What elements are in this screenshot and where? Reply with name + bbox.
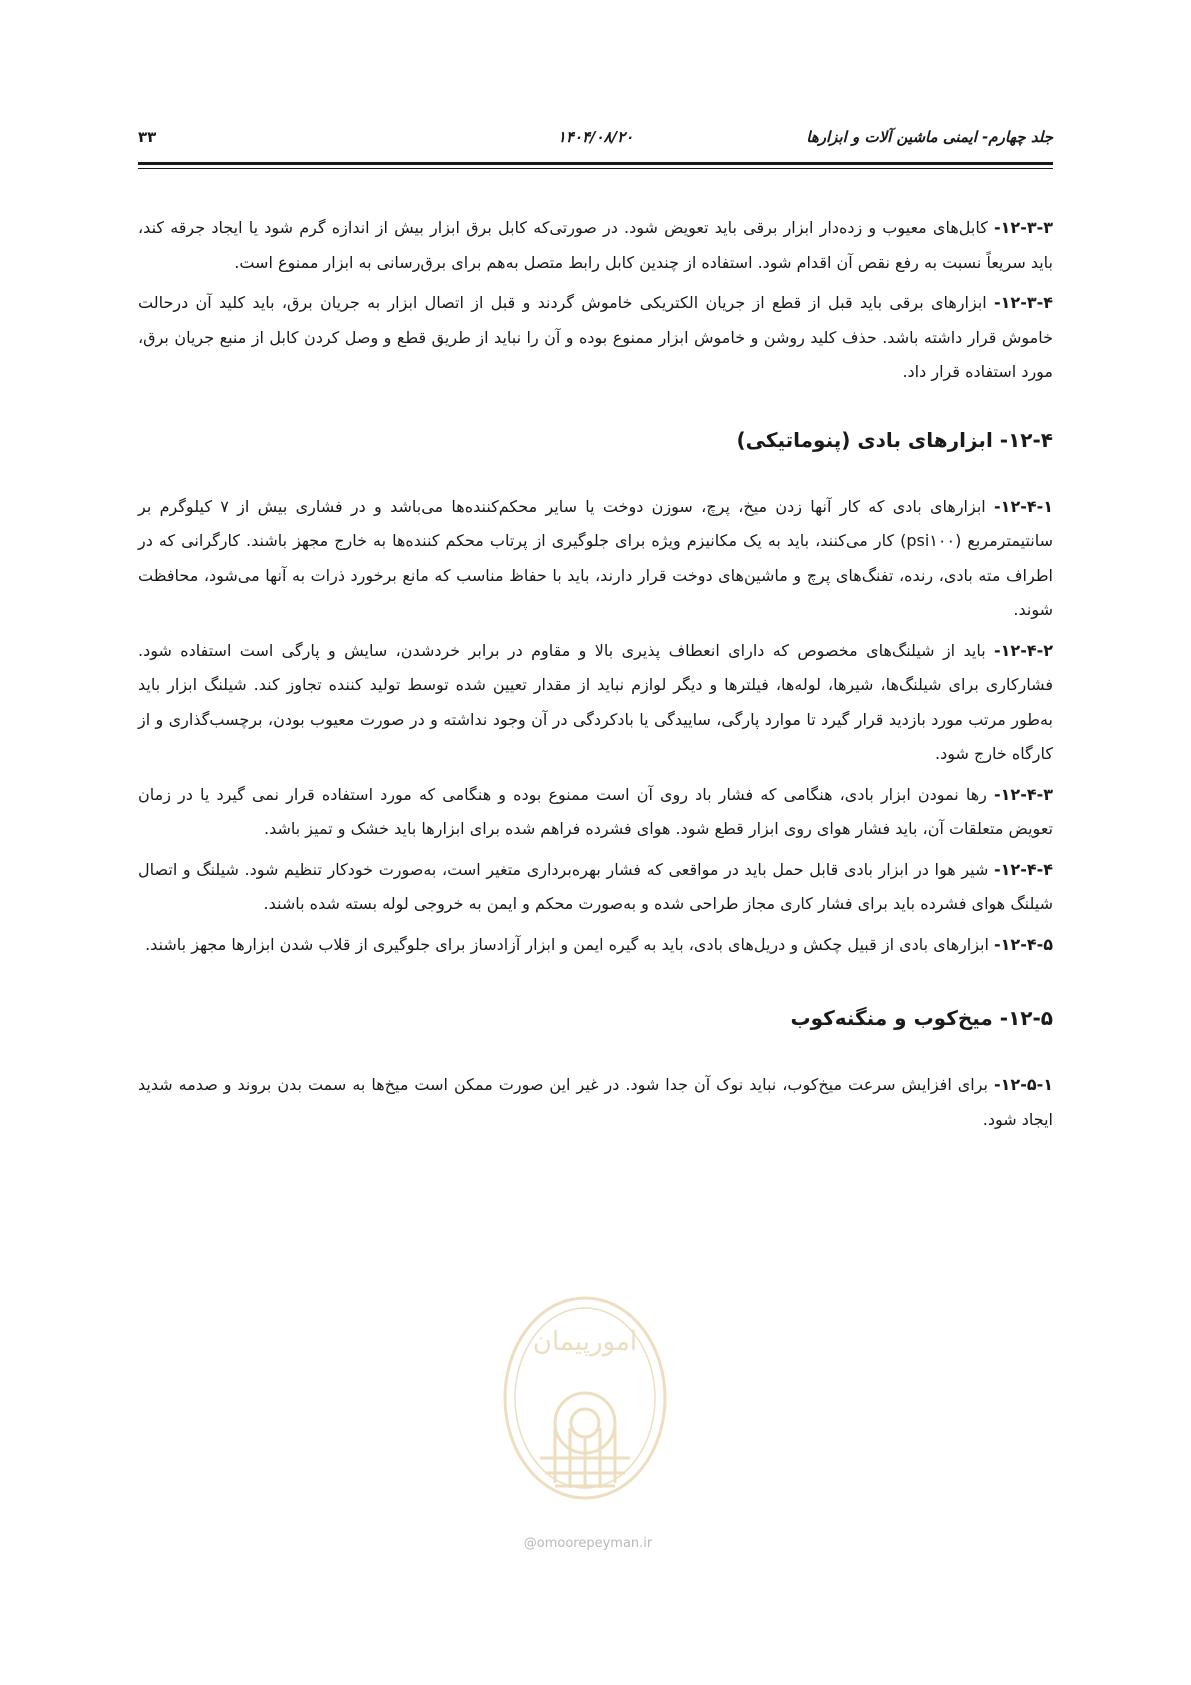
paragraph-12-4-5 [138, 928, 1053, 963]
paragraph-text: شیر هوا در ابزار بادی قابل حمل باید در مواقعی که فشار بهره‌برداری متغیر است، به‌صورت خودکار تنظیم شود. شیلنگ و اتصال شیلنگ هوای فشرده باید برای فشار کاری مجاز طراحی شده و به‌صورت محکم و ایمن به خروجی لوله بسته شده باشند. [138, 859, 1053, 913]
clause-number: ۱۲-۴-۲- [994, 640, 1053, 660]
watermark-url: @omoorepeyman.ir [523, 1536, 653, 1551]
page-body [138, 211, 1053, 1143]
header-rule-thin [138, 168, 1053, 169]
paragraph-12-4-3 [138, 778, 1053, 847]
paragraph-text: برای افزایش سرعت میخ‌کوب، نباید نوک آن جدا شود. در غیر این صورت ممکن است میخ‌ها به سمت بدن بروند و صدمه شدید ایجاد شود. [138, 1075, 1053, 1129]
paragraph-text: رها نمودن ابزار بادی، هنگامی که فشار باد روی آن است ممنوع بوده و هنگامی که مورد استفاده قرار نمی گیرد یا در زمان تعویض متعلقات آن، باید فشار هوای روی ابزار قطع شود. هوای فشرده فراهم شده برای ابزارها باید خشک و تمیز باشد. [138, 784, 1053, 838]
paragraph-12-5-1 [138, 1068, 1053, 1137]
paragraph-12-4-2 [138, 634, 1053, 772]
clause-number: ۱۲-۳-۳- [994, 218, 1053, 237]
watermark-logo [485, 1288, 685, 1528]
section-heading-12-5: ۱۲-۵- میخ‌کوب و منگنه‌کوب [790, 1006, 1053, 1030]
paragraph-12-3-4 [138, 286, 1053, 390]
clause-number: ۱۲-۵-۱- [994, 1075, 1053, 1094]
header-date: ۱۴۰۴/۰۸/۲۰ [557, 128, 634, 146]
paragraph-12-4-1 [138, 490, 1053, 628]
section-heading-12-4: ۱۲-۴- ابزارهای بادی (پنوماتیکی) [736, 427, 1053, 452]
watermark-logo-text: امورپیمان [532, 1327, 638, 1357]
paragraph-text: کابل‌های معیوب و زده‌دار ابزار برقی باید تعویض شود. در صورتی‌که کابل برق ابزار بیش از اندازه گرم شود یا ایجاد جرقه کند، باید سریعاً نسبت به رفع نقص آن اقدام شود. استفاده از چندین کابل رابط متصل به‌هم برای برق‌رسانی به ابزار ممنوع است. [138, 218, 1053, 272]
paragraph-12-4-4 [138, 853, 1053, 922]
paragraph-text: ابزارهای برقی باید قبل از قطع از جریان الکتریکی خاموش گردند و قبل از اتصال ابزار به جریان برق، باید کلید آن درحالت خاموش قرار داشته باشد. حذف کلید روشن و خاموش ابزار ممنوع بوده و آن را نباید از طریق قطع و وصل کردن کابل از منبع جریان برق، مورد استفاده قرار داد. [138, 293, 1053, 381]
clause-number: ۱۲-۴-۱- [994, 496, 1054, 516]
page-header [138, 128, 1053, 158]
page-number: ۳۳ [138, 128, 157, 146]
paragraph-text: ابزارهای بادی که کار آنها زدن میخ، پرچ، سوزن دوخت یا سایر محکم‌کننده‌ها می‌باشد و در فشاری بیش از ۷ کیلوگرم بر سانتیمترمربع (psi۱۰۰) کار می‌کنند، باید به یک مکانیزم ویژه برای جلوگیری از پرتاب محکم کننده‌ها به خارج مجهز باشند. کارگرانی که در اطراف مته بادی، رنده، تفنگ‌های پرچ و ماشین‌های دوخت قرار دارند، باید با حفاظ مناسب که مانع برخورد ذرات به آنها می‌شود، محافظت شوند. [138, 496, 1053, 619]
clause-number: ۱۲-۴-۴- [994, 859, 1053, 879]
clause-number: ۱۲-۳-۴- [994, 293, 1053, 312]
clause-number: ۱۲-۴-۵- [994, 934, 1053, 954]
clause-number: ۱۲-۴-۳- [994, 784, 1053, 804]
paragraph-12-3-3 [138, 211, 1053, 280]
header-title: جلد چهارم- ایمنی ماشین آلات و ابزارها [806, 128, 1053, 146]
header-rule-thick [138, 162, 1053, 165]
paragraph-text: باید از شیلنگ‌های مخصوص که دارای انعطاف پذیری بالا و مقاوم در برابر خردشدن، سایش و پارگی است استفاده شود. فشارکاری برای شیلنگ‌ها، شیرها، لوله‌ها، فیلترها و دیگر لوازم نباید از مقدار تعیین شده توسط تولید کننده تجاوز کند. شیلنگ ابزار باید به‌طور مرتب مورد بازدید قرار گیرد تا موارد پارگی، ساییدگی یا بادکردگی در آن وجود نداشته و در صورت معیوب بودن، برچسب‌گذاری و از کارگاه خارج شود. [138, 640, 1053, 763]
paragraph-text: ابزارهای بادی از قبیل چکش و دریل‌های بادی، باید به گیره ایمن و ابزار آزادساز برای جلوگیری از قلاب شدن ابزارها مجهز باشند. [145, 934, 995, 954]
